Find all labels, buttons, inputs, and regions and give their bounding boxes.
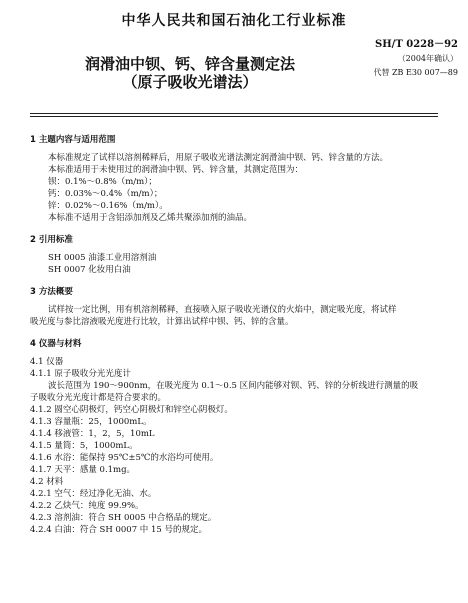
instrument-description: 波长范围为 190～900nm，在吸光度为 0.1～0.5 区间内能够对钡、钙、锌的分析线进行测量的吸 bbox=[48, 381, 419, 391]
material-item: 4.2.2 乙炔气：纯度 99.9%。 bbox=[30, 501, 144, 511]
section-1-paragraph: 本标准适用于未使用过的润滑油中钡、钙、锌含量，其测定范围为： bbox=[48, 165, 304, 175]
confirmation-note: （2004年确认） bbox=[397, 54, 458, 63]
section-3-heading: 3 方法概要 bbox=[30, 287, 73, 297]
section-2-heading: 2 引用标准 bbox=[30, 235, 73, 245]
material-item: 4.2.3 溶剂油：符合 SH 0005 中合格品的规定。 bbox=[30, 513, 217, 523]
instrument-item: 4.1.7 天平：感量 0.1mg。 bbox=[30, 465, 136, 475]
standard-code: SH/T 0228－92 bbox=[375, 39, 458, 50]
section-1-paragraph: 本标准规定了试样以溶剂稀释后，用原子吸收光谱法测定润滑油中钡、钙、锌含量的方法。 bbox=[48, 153, 389, 163]
range-calcium: 钙：0.03%～0.4%（m/m）； bbox=[48, 189, 163, 199]
section-4-heading: 4 仪器与材料 bbox=[30, 339, 82, 349]
instrument-item: 4.1.1 原子吸收分光光度计 bbox=[30, 369, 131, 379]
material-item: 4.2.4 白油：符合 SH 0007 中 15 号的规定。 bbox=[30, 525, 208, 535]
instrument-item: 4.1.3 容量瓶：25，1000mL。 bbox=[30, 417, 152, 427]
instrument-item: 4.1.5 量筒：5，1000mL。 bbox=[30, 441, 138, 451]
industry-standard-header: 中华人民共和国石油化工行业标准 bbox=[121, 13, 347, 29]
replaces-note: 代替 ZB E30 007—89 bbox=[373, 68, 458, 77]
header-rule-bottom bbox=[30, 116, 438, 117]
section-3-paragraph: 试样按一定比例，用有机溶剂稀释，直接喷入原子吸收光谱仪的火焰中，测定吸光度，将试样 bbox=[48, 305, 397, 315]
subsection-heading: 4.1 仪器 bbox=[30, 357, 64, 367]
section-1-heading: 1 主题内容与适用范围 bbox=[30, 135, 116, 145]
section-1-paragraph: 本标准不适用于含铝添加剂及乙烯共聚添加剂的油品。 bbox=[48, 213, 253, 223]
range-zinc: 锌：0.02%～0.16%（m/m）。 bbox=[48, 201, 168, 211]
material-item: 4.2.1 空气：经过净化无油、水。 bbox=[30, 489, 157, 499]
document-title: 润滑油中钡、钙、锌含量测定法 bbox=[84, 55, 295, 73]
subsection-heading: 4.2 材料 bbox=[30, 477, 64, 487]
range-barium: 钡：0.1%～0.8%（m/m）； bbox=[48, 177, 157, 187]
standard-meta bbox=[328, 38, 458, 80]
reference-standard: SH 0007 化妆用白油 bbox=[48, 265, 131, 275]
instrument-item: 4.1.2 圆空心阴极灯，钙空心阴极灯和锌空心阴极灯。 bbox=[30, 405, 233, 415]
section-3-paragraph: 吸光度与参比溶液吸光度进行比较，计算出试样中钡、钙、锌的含量。 bbox=[30, 317, 294, 327]
title-block bbox=[70, 55, 310, 91]
instrument-description: 子吸收分光光度计都是符合要求的。 bbox=[30, 393, 167, 403]
document-subtitle: （原子吸收光谱法） bbox=[122, 73, 258, 91]
document-body bbox=[30, 134, 442, 536]
reference-standard: SH 0005 油漆工业用溶剂油 bbox=[48, 253, 157, 263]
header-rule-top bbox=[30, 113, 438, 114]
instrument-item: 4.1.4 移液管：1，2，5，10mL bbox=[30, 429, 155, 439]
instrument-item: 4.1.6 水浴：能保持 95℃±5℃的水浴均可使用。 bbox=[30, 453, 219, 463]
